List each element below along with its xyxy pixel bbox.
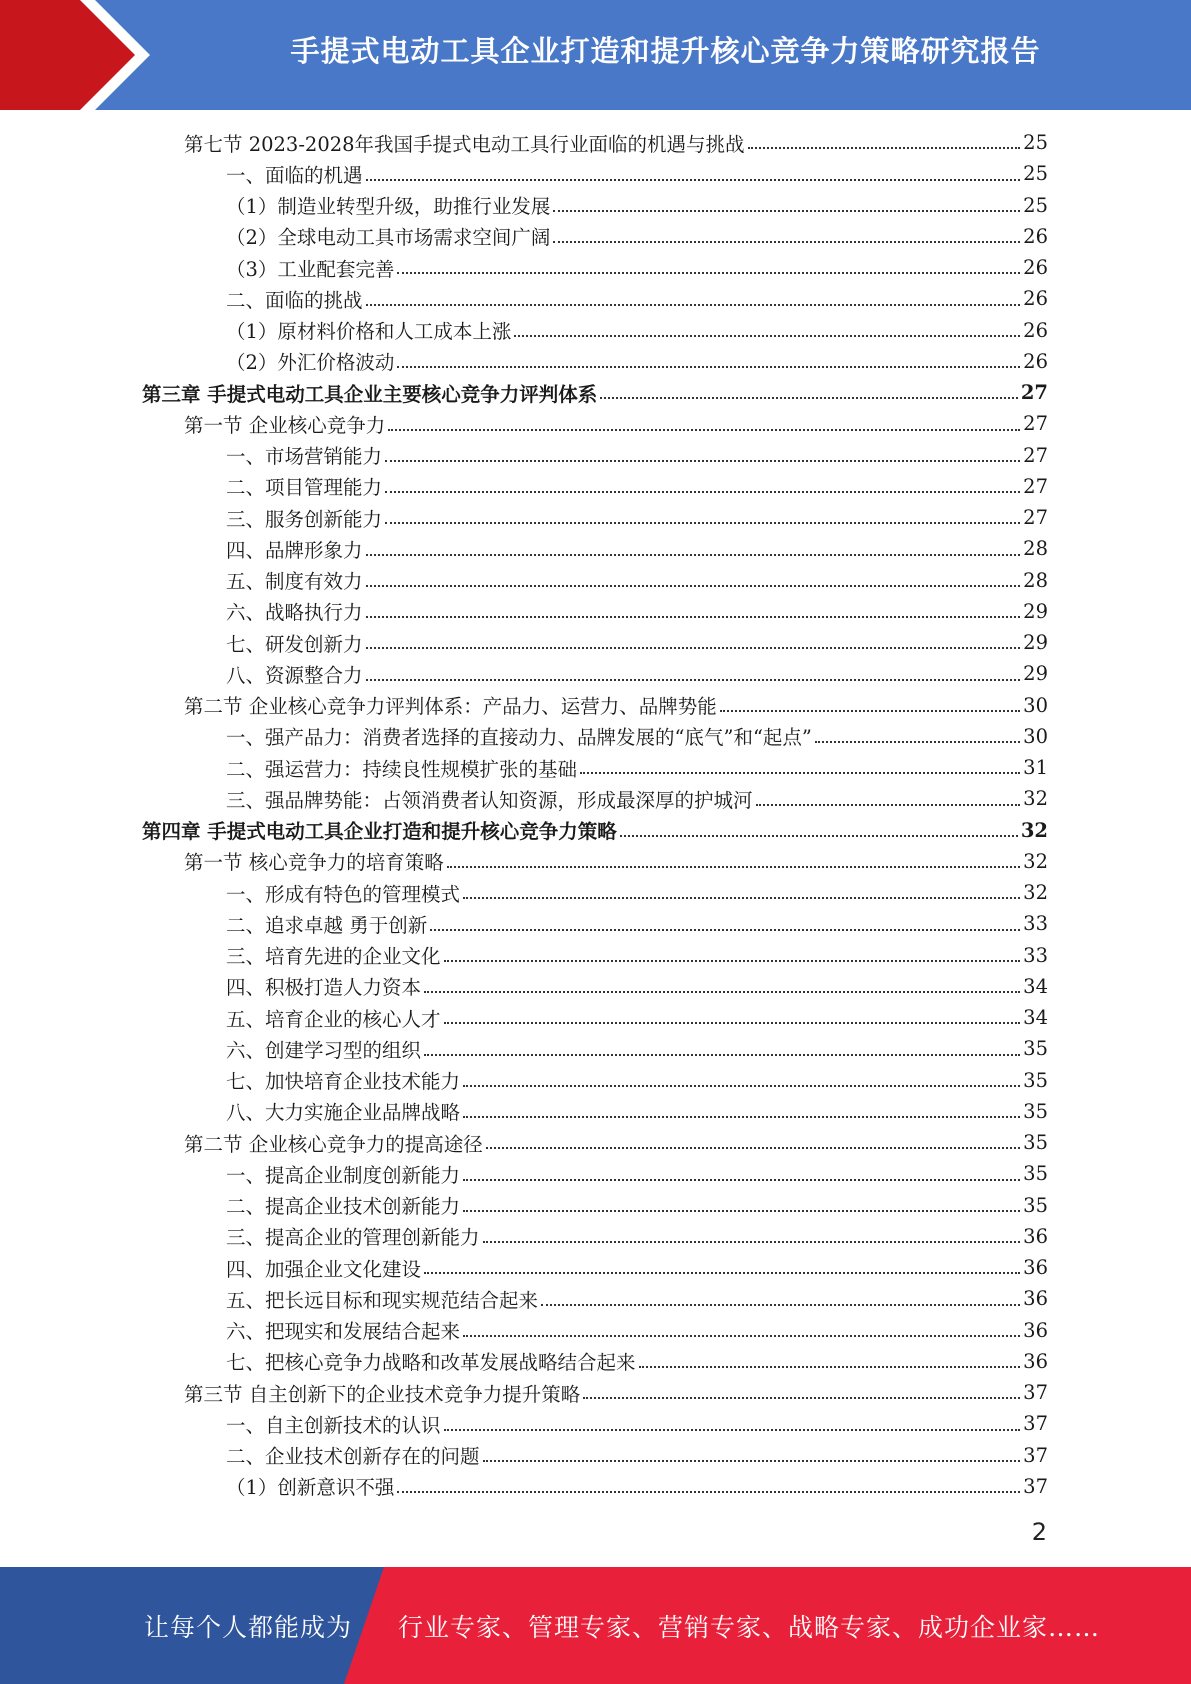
toc-entry[interactable] — [142, 971, 1048, 1002]
toc-entry-label: 第三节 自主创新下的企业技术竞争力提升策略 — [184, 1382, 581, 1406]
toc-entry[interactable] — [142, 1346, 1048, 1377]
toc-dot-leader — [366, 554, 1021, 556]
toc-entry[interactable] — [142, 221, 1048, 252]
toc-entry-label: （1）创新意识不强 — [226, 1476, 395, 1500]
toc-entry-page: 26 — [1023, 224, 1048, 248]
toc-entry-label: 六、战略执行力 — [226, 601, 363, 625]
toc-entry[interactable] — [142, 1283, 1048, 1314]
toc-entry-label: 第七节 2023-2028年我国手提式电动工具行业面临的机遇与挑战 — [184, 132, 745, 156]
toc-entry[interactable] — [142, 752, 1048, 783]
toc-entry-label: 六、创建学习型的组织 — [226, 1038, 422, 1062]
toc-entry[interactable] — [142, 471, 1048, 502]
toc-dot-leader — [430, 929, 1020, 931]
toc-entry-page: 37 — [1023, 1443, 1048, 1467]
toc-dot-leader — [397, 272, 1020, 274]
toc-entry-page: 26 — [1023, 318, 1048, 342]
toc-entry-label: 二、项目管理能力 — [226, 476, 383, 500]
toc-dot-leader — [463, 1335, 1020, 1337]
toc-entry-page: 35 — [1023, 1131, 1048, 1155]
toc-dot-leader — [444, 960, 1021, 962]
toc-entry[interactable] — [142, 658, 1048, 689]
toc-entry-page: 32 — [1023, 849, 1048, 873]
toc-entry-page: 37 — [1023, 1412, 1048, 1436]
toc-dot-leader — [463, 897, 1020, 899]
toc-entry[interactable] — [142, 721, 1048, 752]
toc-entry-label: （2）全球电动工具市场需求空间广阔 — [226, 226, 551, 250]
toc-entry-page: 29 — [1023, 662, 1048, 686]
toc-dot-leader — [756, 804, 1021, 806]
toc-entry-label: 四、加强企业文化建设 — [226, 1257, 422, 1281]
page-header — [0, 0, 1191, 110]
toc-entry-page: 35 — [1023, 1099, 1048, 1123]
toc-entry[interactable] — [142, 1096, 1048, 1127]
toc-entry-page: 25 — [1023, 193, 1048, 217]
toc-dot-leader — [424, 1272, 1020, 1274]
toc-entry-label: 八、资源整合力 — [226, 663, 363, 687]
toc-entry-page: 35 — [1023, 1193, 1048, 1217]
toc-dot-leader — [815, 741, 1020, 743]
toc-dot-leader — [385, 522, 1020, 524]
toc-entry-page: 35 — [1023, 1162, 1048, 1186]
toc-entry-label: 七、把核心竞争力战略和改革发展战略结合起来 — [226, 1351, 636, 1375]
toc-dot-leader — [366, 585, 1021, 587]
toc-entry-page: 32 — [1023, 881, 1048, 905]
toc-entry-page: 25 — [1023, 131, 1048, 155]
report-title: 手提式电动工具企业打造和提升核心竞争力策略研究报告 — [290, 33, 1041, 68]
toc-entry-label: 八、大力实施企业品牌战略 — [226, 1101, 461, 1125]
toc-entry-page: 35 — [1023, 1037, 1048, 1061]
toc-entry-label: 四、品牌形象力 — [226, 538, 363, 562]
toc-entry-page: 36 — [1023, 1224, 1048, 1248]
toc-entry-label: 五、培育企业的核心人才 — [226, 1007, 441, 1031]
toc-entry-page: 33 — [1023, 943, 1048, 967]
page-number: 2 — [1031, 1518, 1047, 1546]
toc-entry-label: 三、强品牌势能：占领消费者认知资源，形成最深厚的护城河 — [226, 788, 753, 812]
toc-entry[interactable] — [142, 408, 1048, 439]
toc-entry[interactable] — [142, 1408, 1048, 1439]
toc-entry[interactable] — [142, 815, 1048, 846]
toc-entry-page: 32 — [1023, 787, 1048, 811]
toc-dot-leader — [366, 679, 1021, 681]
toc-dot-leader — [424, 1054, 1020, 1056]
toc-entry-label: 二、提高企业技术创新能力 — [226, 1195, 461, 1219]
toc-entry[interactable] — [142, 1440, 1048, 1471]
toc-entry-page: 30 — [1023, 724, 1048, 748]
toc-entry-page: 36 — [1023, 1318, 1048, 1342]
toc-entry-label: 一、强产品力：消费者选择的直接动力、品牌发展的“底气”和“起点” — [226, 726, 812, 750]
toc-entry[interactable] — [142, 1127, 1048, 1158]
toc-entry-label: 二、企业技术创新存在的问题 — [226, 1445, 480, 1469]
toc-entry[interactable] — [142, 440, 1048, 471]
toc-entry[interactable] — [142, 190, 1048, 221]
toc-entry-label: （1）制造业转型升级，助推行业发展 — [226, 195, 551, 219]
toc-entry[interactable] — [142, 627, 1048, 658]
toc-entry-page: 34 — [1023, 1006, 1048, 1030]
toc-entry[interactable] — [142, 908, 1048, 939]
toc-dot-leader — [583, 1397, 1020, 1399]
toc-dot-leader — [397, 1491, 1020, 1493]
toc-entry-page: 27 — [1020, 381, 1048, 405]
toc-dot-leader — [397, 366, 1020, 368]
toc-dot-leader — [483, 1241, 1021, 1243]
toc-entry-page: 37 — [1023, 1381, 1048, 1405]
page-footer — [0, 1567, 1191, 1684]
toc-entry-page: 37 — [1023, 1474, 1048, 1498]
toc-dot-leader — [463, 1179, 1020, 1181]
toc-dot-leader — [444, 1429, 1021, 1431]
toc-dot-leader — [444, 1022, 1021, 1024]
toc-entry-page: 34 — [1023, 974, 1048, 998]
toc-entry[interactable] — [142, 1377, 1048, 1408]
toc-entry-page: 28 — [1023, 537, 1048, 561]
toc-entry-label: 三、服务创新能力 — [226, 507, 383, 531]
toc-dot-leader — [720, 710, 1020, 712]
toc-dot-leader — [541, 1304, 1020, 1306]
toc-entry[interactable] — [142, 533, 1048, 564]
toc-dot-leader — [366, 179, 1021, 181]
toc-dot-leader — [388, 429, 1020, 431]
toc-dot-leader — [639, 1366, 1021, 1368]
toc-entry[interactable] — [142, 158, 1048, 189]
toc-entry-page: 36 — [1023, 1349, 1048, 1373]
toc-dot-leader — [748, 147, 1021, 149]
toc-entry-label: 七、研发创新力 — [226, 632, 363, 656]
toc-dot-leader — [553, 210, 1020, 212]
toc-entry[interactable] — [142, 1471, 1048, 1502]
toc-entry-label: 第二节 企业核心竞争力的提高途径 — [184, 1132, 483, 1156]
toc-entry-label: 第四章 手提式电动工具企业打造和提升核心竞争力策略 — [142, 820, 617, 844]
toc-entry-label: 一、自主创新技术的认识 — [226, 1413, 441, 1437]
toc-entry[interactable] — [142, 1002, 1048, 1033]
toc-entry[interactable] — [142, 1158, 1048, 1189]
toc-entry-label: 第一节 企业核心竞争力 — [184, 413, 386, 437]
toc-entry[interactable] — [142, 502, 1048, 533]
footer-slogan-left: 让每个人都能成为 — [144, 1612, 353, 1642]
toc-entry-page: 26 — [1023, 256, 1048, 280]
toc-entry-page: 27 — [1023, 412, 1048, 436]
toc-entry[interactable] — [142, 346, 1048, 377]
toc-entry-label: 二、面临的挑战 — [226, 288, 363, 312]
toc-dot-leader — [366, 304, 1021, 306]
toc-entry-label: 二、追求卓越 勇于创新 — [226, 913, 428, 937]
table-of-contents — [142, 127, 1048, 1502]
toc-dot-leader — [600, 397, 1018, 399]
toc-entry[interactable] — [142, 1252, 1048, 1283]
toc-entry[interactable] — [142, 283, 1048, 314]
toc-entry[interactable] — [142, 315, 1048, 346]
toc-entry-label: 六、把现实和发展结合起来 — [226, 1320, 461, 1344]
toc-entry-label: 第一节 核心竞争力的培育策略 — [184, 851, 444, 875]
toc-entry-page: 36 — [1023, 1287, 1048, 1311]
toc-entry-label: 五、把长远目标和现实规范结合起来 — [226, 1288, 539, 1312]
toc-dot-leader — [366, 616, 1021, 618]
toc-dot-leader — [385, 460, 1020, 462]
toc-entry[interactable] — [142, 252, 1048, 283]
toc-entry-label: 三、培育先进的企业文化 — [226, 945, 441, 969]
toc-entry[interactable] — [142, 690, 1048, 721]
toc-entry-label: 第三章 手提式电动工具企业主要核心竞争力评判体系 — [142, 382, 598, 406]
toc-entry-page: 29 — [1023, 631, 1048, 655]
toc-entry-page: 27 — [1023, 443, 1048, 467]
toc-entry[interactable] — [142, 1221, 1048, 1252]
toc-entry-page: 25 — [1023, 162, 1048, 186]
toc-dot-leader — [366, 647, 1021, 649]
toc-entry[interactable] — [142, 377, 1048, 408]
toc-entry-page: 36 — [1023, 1256, 1048, 1280]
toc-entry[interactable] — [142, 596, 1048, 627]
toc-entry-page: 26 — [1023, 349, 1048, 373]
toc-dot-leader — [463, 1116, 1020, 1118]
toc-dot-leader — [463, 1210, 1020, 1212]
toc-entry-page: 35 — [1023, 1068, 1048, 1092]
toc-entry[interactable] — [142, 877, 1048, 908]
toc-entry-page: 31 — [1023, 756, 1048, 780]
toc-entry-page: 29 — [1023, 599, 1048, 623]
toc-entry[interactable] — [142, 127, 1048, 158]
toc-dot-leader — [580, 772, 1020, 774]
toc-dot-leader — [486, 1147, 1020, 1149]
toc-entry[interactable] — [142, 565, 1048, 596]
arrow-logo-icon — [0, 0, 160, 110]
toc-entry-page: 27 — [1023, 474, 1048, 498]
toc-entry[interactable] — [142, 1065, 1048, 1096]
toc-entry[interactable] — [142, 846, 1048, 877]
toc-entry-label: 一、形成有特色的管理模式 — [226, 882, 461, 906]
toc-entry-page: 28 — [1023, 568, 1048, 592]
toc-entry[interactable] — [142, 1033, 1048, 1064]
toc-entry-page: 33 — [1023, 912, 1048, 936]
toc-entry-label: （1）原材料价格和人工成本上涨 — [226, 320, 512, 344]
toc-dot-leader — [620, 835, 1018, 837]
toc-entry-label: 一、面临的机遇 — [226, 163, 363, 187]
toc-dot-leader — [385, 491, 1020, 493]
toc-dot-leader — [483, 1460, 1021, 1462]
toc-entry-label: 七、加快培育企业技术能力 — [226, 1070, 461, 1094]
toc-entry[interactable] — [142, 1190, 1048, 1221]
toc-entry-page: 27 — [1023, 506, 1048, 530]
toc-dot-leader — [553, 241, 1020, 243]
toc-dot-leader — [447, 866, 1020, 868]
toc-entry-page: 30 — [1023, 693, 1048, 717]
toc-entry-label: （3）工业配套完善 — [226, 257, 395, 281]
footer-slogan-right: 行业专家、管理专家、营销专家、战略专家、成功企业家…… — [398, 1612, 1101, 1642]
toc-entry-label: 五、制度有效力 — [226, 570, 363, 594]
toc-entry-label: 第二节 企业核心竞争力评判体系：产品力、运营力、品牌势能 — [184, 695, 717, 719]
toc-entry[interactable] — [142, 783, 1048, 814]
toc-dot-leader — [514, 335, 1020, 337]
toc-entry-label: （2）外汇价格波动 — [226, 351, 395, 375]
toc-entry[interactable] — [142, 1315, 1048, 1346]
toc-entry-page: 26 — [1023, 287, 1048, 311]
toc-dot-leader — [424, 991, 1020, 993]
toc-dot-leader — [463, 1085, 1020, 1087]
toc-entry-label: 三、提高企业的管理创新能力 — [226, 1226, 480, 1250]
toc-entry-label: 四、积极打造人力资本 — [226, 976, 422, 1000]
toc-entry[interactable] — [142, 940, 1048, 971]
toc-entry-label: 一、提高企业制度创新能力 — [226, 1163, 461, 1187]
toc-entry-label: 二、强运营力：持续良性规模扩张的基础 — [226, 757, 578, 781]
toc-entry-label: 一、市场营销能力 — [226, 445, 383, 469]
toc-entry-page: 32 — [1020, 818, 1048, 842]
